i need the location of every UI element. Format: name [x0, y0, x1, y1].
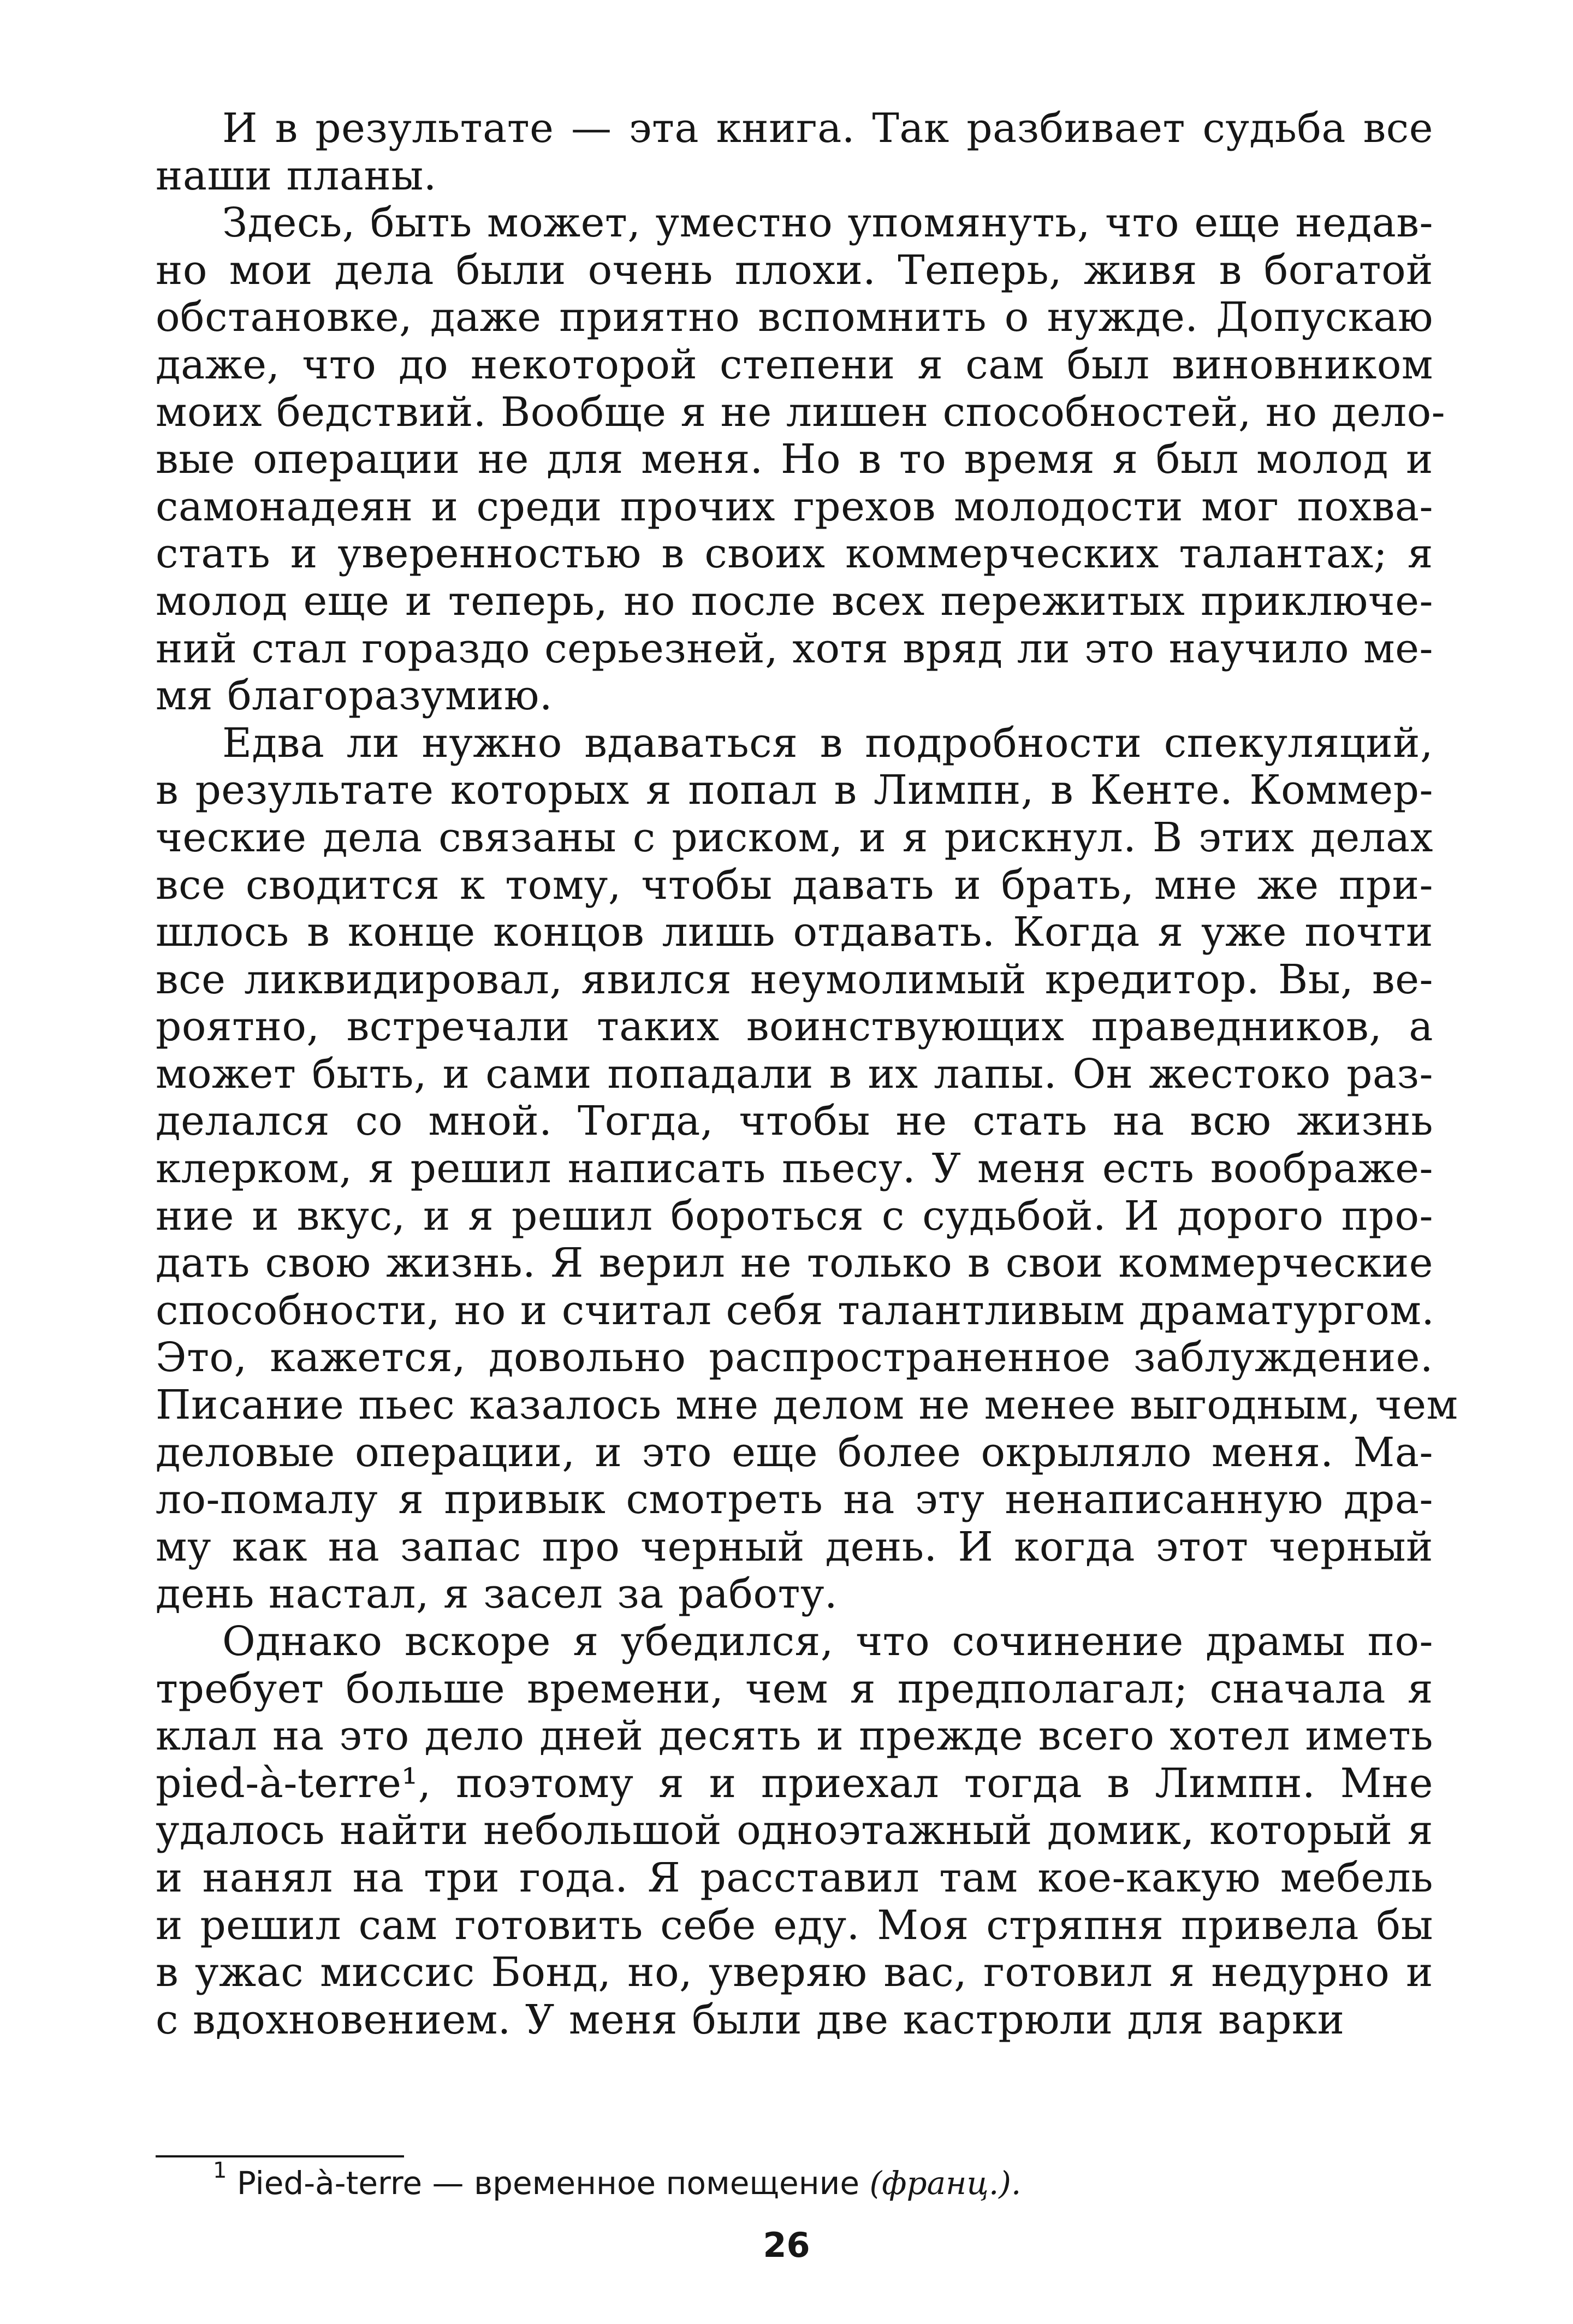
text-line: даже, что до некоторой степени я сам был виновником: [156, 341, 1433, 388]
text-line: делался со мной. Тогда, чтобы не стать на всю жизнь: [156, 1098, 1433, 1145]
text-line: клерком, я решил написать пьесу. У меня есть воображе-: [156, 1145, 1433, 1193]
main-text: [156, 105, 1458, 2043]
text-line: му как на запас про черный день. И когда этот черный: [156, 1523, 1433, 1570]
text-line: Едва ли нужно вдаваться в подробности спекуляций,: [222, 719, 1433, 767]
text-line: все ликвидировал, явился неумолимый кредитор. Вы, ве-: [156, 956, 1433, 1003]
footnote-language-note: (франц.).: [869, 2165, 1022, 2202]
text-line: И в результате — эта книга. Так разбивает судьба все: [222, 105, 1433, 152]
text-line: pied-à-terre¹, поэтому я и приехал тогда в Лимпн. Мне: [156, 1759, 1433, 1807]
text-line: дать свою жизнь. Я верил не только в свои коммерческие: [156, 1240, 1433, 1287]
text-line: ний стал гораздо серьезней, хотя вряд ли это научило ме-: [156, 625, 1433, 672]
text-line: удалось найти небольшой одноэтажный домик, который я: [156, 1807, 1433, 1854]
text-line: вые операции не для меня. Но в то время я был молод и: [156, 436, 1433, 483]
text-line: молод еще и теперь, но после всех пережитых приключе-: [156, 577, 1433, 625]
text-line: Это, кажется, довольно распространенное заблуждение.: [156, 1334, 1433, 1382]
text-line: в ужас миссис Бонд, но, уверяю вас, готовил я недурно и: [156, 1949, 1433, 1996]
paragraph: [156, 199, 1446, 720]
text-line: деловые операции, и это еще более окрыляло меня. Ма-: [156, 1428, 1433, 1476]
text-line: ческие дела связаны с риском, и я рискнул. В этих делах: [156, 814, 1433, 861]
paragraph: [156, 719, 1458, 1618]
text-line: стать и уверенностью в своих коммерческих талантах; я: [156, 530, 1433, 578]
paragraph: [156, 1618, 1433, 2043]
text-line: в результате которых я попал в Лимпн, в Кенте. Коммер-: [156, 767, 1433, 814]
text-line: роятно, встречали таких воинствующих праведников, а: [156, 1003, 1433, 1051]
text-line: ние и вкус, и я решил бороться с судьбой. И дорого про-: [156, 1192, 1433, 1240]
text-line: день настал, я засел за работу.: [156, 1570, 838, 1618]
text-line: и нанял на три года. Я расставил там кое-какую мебель: [156, 1854, 1433, 1901]
text-line: шлось в конце концов лишь отдавать. Когда я уже почти: [156, 909, 1433, 956]
text-line: и решил сам готовить себе еду. Моя стряпня привела бы: [156, 1901, 1433, 1949]
text-line: наши планы.: [156, 152, 437, 199]
text-line: но мои дела были очень плохи. Теперь, живя в богатой: [156, 246, 1433, 294]
text-line: требует больше времени, чем я предполагал; сначала я: [156, 1665, 1433, 1712]
text-line: может быть, и сами попадали в их лапы. Он жестоко раз-: [156, 1050, 1433, 1098]
text-line: обстановке, даже приятно вспомнить о нужде. Допускаю: [156, 294, 1433, 341]
text-line: Писание пьес казалось мне делом не менее выгодным, чем: [156, 1382, 1458, 1429]
text-line: все сводится к тому, чтобы давать и брать, мне же при-: [156, 861, 1433, 909]
page-number: 26: [763, 2225, 810, 2265]
footnote: [213, 2158, 1022, 2202]
text-line: мя благоразумию.: [156, 672, 553, 720]
footnote-divider: [156, 2155, 404, 2157]
text-line: Однако вскоре я убедился, что сочинение драмы по-: [222, 1618, 1433, 1665]
text-line: клал на это дело дней десять и прежде всего хотел иметь: [156, 1712, 1433, 1760]
text-line: моих бедствий. Вообще я не лишен способностей, но дело-: [156, 388, 1446, 436]
text-line: ло-помалу я привык смотреть на эту ненаписанную дра-: [156, 1476, 1433, 1523]
text-line: самонадеян и среди прочих грехов молодости мог похва-: [156, 483, 1433, 530]
text-line: Здесь, быть может, уместно упомянуть, что еще недав-: [222, 199, 1433, 247]
paragraph: [156, 105, 1433, 199]
text-line: способности, но и считал себя талантливым драматургом.: [156, 1286, 1435, 1334]
footnote-text: Pied-à-terre — временное помещение: [236, 2165, 870, 2202]
footnote-marker: 1: [213, 2158, 227, 2183]
text-line: с вдохновением. У меня были две кастрюли для варки: [156, 1996, 1345, 2043]
